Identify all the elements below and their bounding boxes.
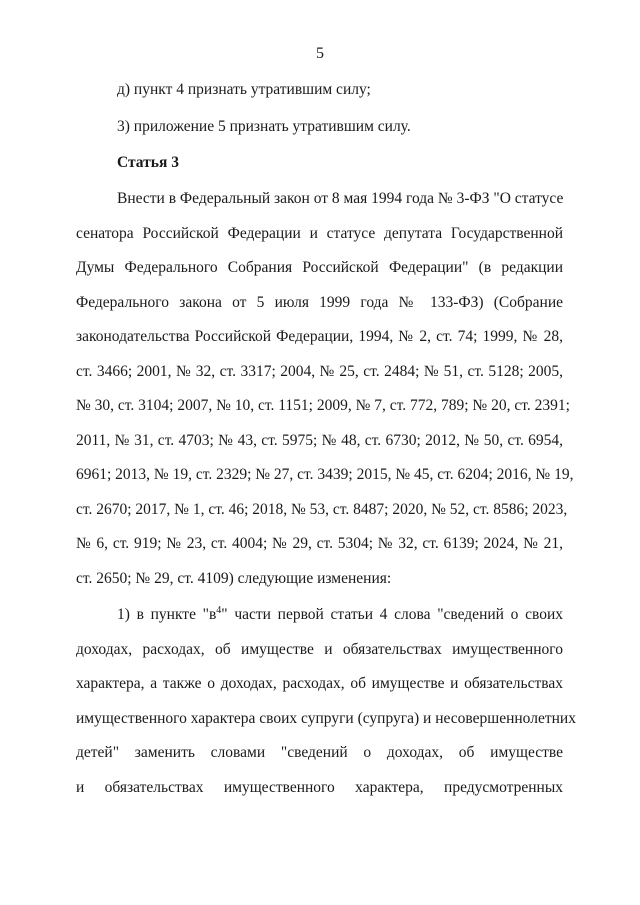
change-1-text-after: " части первой статьи 4 слова "сведений о своих (221, 606, 563, 623)
article-text-line: ст. 3466; 2001, № 32, ст. 3317; 2004, № 25, ст. 2484; № 51, ст. 5128; 2005, (76, 363, 563, 380)
change-1-text-before: 1) в пункте "в (117, 606, 217, 623)
article-text-line: сенатора Российской Федерации и статусе депутата Государственной (76, 225, 563, 242)
article-text-line: Внести в Федеральный закон от 8 мая 1994 года № 3-ФЗ "О статусе (117, 190, 564, 207)
article-text-line: законодательства Российской Федерации, 1994, № 2, ст. 74; 1999, № 28, (76, 328, 563, 345)
article-heading: Статья 3 (117, 154, 179, 171)
page-number: 5 (316, 45, 324, 62)
list-item-d: д) пункт 4 признать утратившим силу; (117, 81, 371, 98)
article-text-line: Думы Федерального Собрания Российской Федерации" (в редакции (76, 259, 563, 276)
change-1-first-line (117, 605, 563, 640)
change-1-text-line: доходах, расходах, об имуществе и обязательствах имущественного (76, 641, 563, 658)
article-text-line: 6961; 2013, № 19, ст. 2329; № 27, ст. 3439; 2015, № 45, ст. 6204; 2016, № 19, (76, 466, 574, 483)
list-item-3: 3) приложение 5 признать утратившим силу. (117, 118, 411, 135)
change-1-text-line: детей" заменить словами "сведений о доходах, об имуществе (76, 744, 563, 761)
change-1-text-line: имущественного характера своих супруги (супруга) и несовершеннолетних (76, 710, 576, 727)
change-1-text-line: и обязательствах имущественного характера, предусмотренных (76, 779, 563, 796)
article-text-line: ст. 2670; 2017, № 1, ст. 46; 2018, № 53, ст. 8487; 2020, № 52, ст. 8586; 2023, (76, 501, 568, 518)
article-text-line: № 6, ст. 919; № 23, ст. 4004; № 29, ст. 5304; № 32, ст. 6139; 2024, № 21, (76, 535, 563, 552)
article-text-line: 2011, № 31, ст. 4703; № 43, ст. 5975; № 48, ст. 6730; 2012, № 50, ст. 6954, (76, 432, 563, 449)
article-text-line: ст. 2650; № 29, ст. 4109) следующие изменения: (76, 570, 392, 587)
change-1-text-line: характера, а также о доходах, расходах, об имуществе и обязательствах (76, 675, 563, 692)
article-text-line: Федерального закона от 5 июля 1999 года № 133-ФЗ) (Собрание (76, 294, 563, 311)
article-text-line: № 30, ст. 3104; 2007, № 10, ст. 1151; 2009, № 7, ст. 772, 789; № 20, ст. 2391; (76, 397, 570, 414)
superscript: 4 (216, 605, 222, 616)
